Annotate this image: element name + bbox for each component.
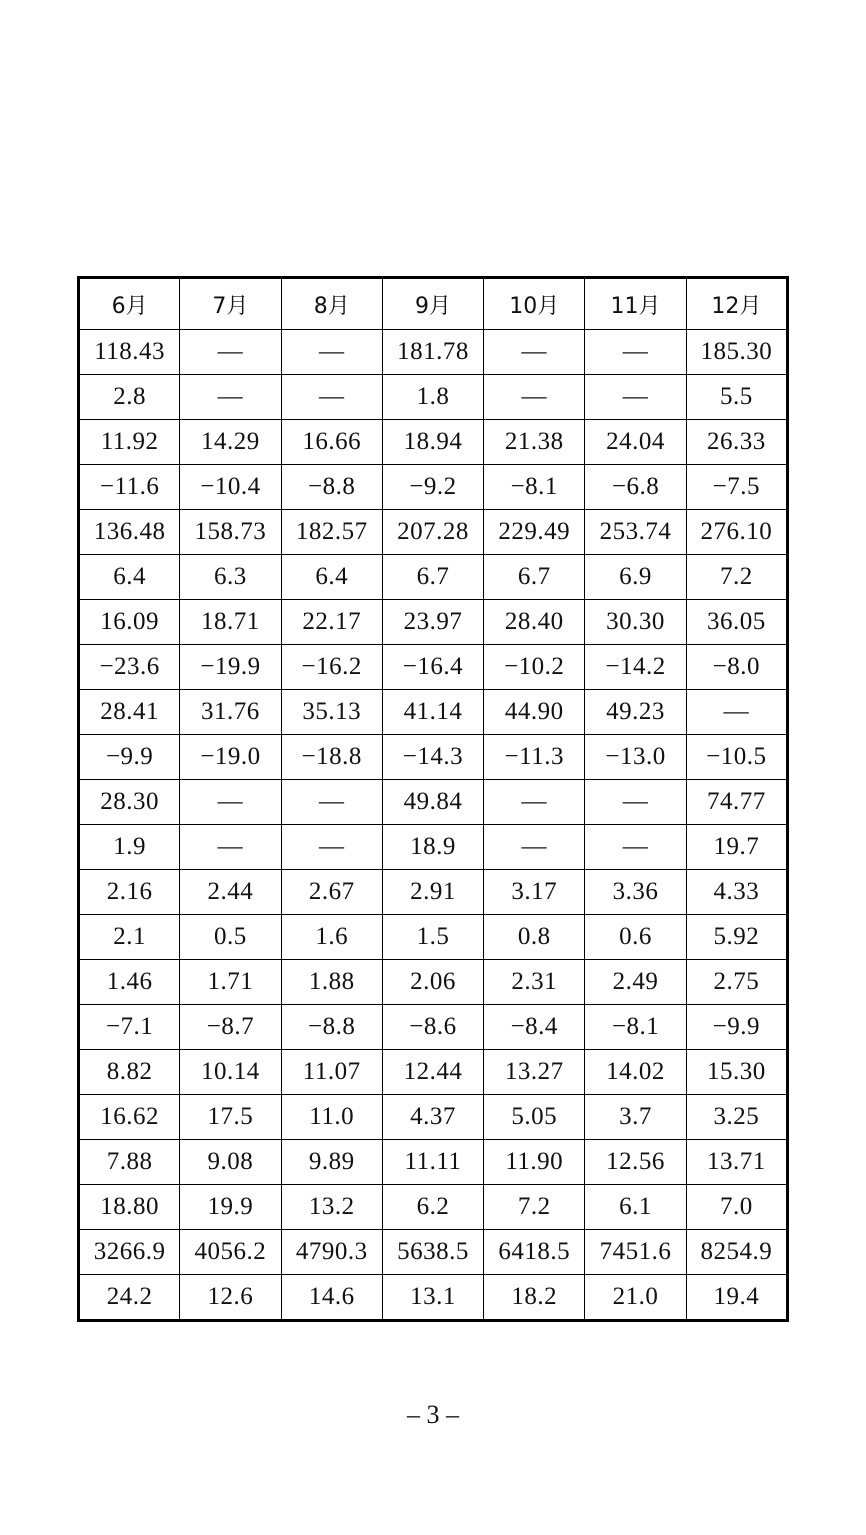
table-cell: −9.9 xyxy=(79,735,180,780)
table-cell: −10.5 xyxy=(686,735,787,780)
table-cell: −7.5 xyxy=(686,465,787,510)
table-row xyxy=(79,1140,788,1185)
monthly-data-table xyxy=(77,276,789,1322)
table-cell: 0.8 xyxy=(484,915,585,960)
table-cell: 16.62 xyxy=(79,1095,180,1140)
table-cell: −16.4 xyxy=(382,645,483,690)
table-cell: −8.6 xyxy=(382,1005,483,1050)
table-cell: 5.92 xyxy=(686,915,787,960)
table-cell: −8.7 xyxy=(180,1005,281,1050)
table-cell: 26.33 xyxy=(686,420,787,465)
table-cell: 2.75 xyxy=(686,960,787,1005)
table-row xyxy=(79,600,788,645)
table-cell: — xyxy=(180,780,281,825)
table-cell: −8.1 xyxy=(484,465,585,510)
table-cell: 6.4 xyxy=(79,555,180,600)
table-cell: — xyxy=(484,375,585,420)
table-cell: 41.14 xyxy=(382,690,483,735)
table-cell: 28.30 xyxy=(79,780,180,825)
table-cell: 13.1 xyxy=(382,1275,483,1321)
table-cell: 6.7 xyxy=(484,555,585,600)
table-cell: 19.7 xyxy=(686,825,787,870)
column-header: 7月 xyxy=(180,278,281,330)
table-cell: 13.2 xyxy=(281,1185,382,1230)
table-cell: 1.46 xyxy=(79,960,180,1005)
table-cell: −11.6 xyxy=(79,465,180,510)
table-row xyxy=(79,510,788,555)
table-cell: −8.0 xyxy=(686,645,787,690)
table-cell: — xyxy=(686,690,787,735)
table-cell: 3.7 xyxy=(585,1095,686,1140)
table-cell: 4056.2 xyxy=(180,1230,281,1275)
table-cell: 18.71 xyxy=(180,600,281,645)
table-cell: 14.29 xyxy=(180,420,281,465)
table-row xyxy=(79,735,788,780)
table-cell: 2.31 xyxy=(484,960,585,1005)
table-cell: 11.0 xyxy=(281,1095,382,1140)
table-cell: 36.05 xyxy=(686,600,787,645)
table-cell: 136.48 xyxy=(79,510,180,555)
table-cell: 6.3 xyxy=(180,555,281,600)
table-cell: 15.30 xyxy=(686,1050,787,1095)
table-cell: −7.1 xyxy=(79,1005,180,1050)
column-header: 11月 xyxy=(585,278,686,330)
table-cell: 10.14 xyxy=(180,1050,281,1095)
table-cell: 3.36 xyxy=(585,870,686,915)
table-cell: 14.02 xyxy=(585,1050,686,1095)
table-cell: 9.08 xyxy=(180,1140,281,1185)
table-cell: 74.77 xyxy=(686,780,787,825)
table-cell: 6.7 xyxy=(382,555,483,600)
table-cell: 9.89 xyxy=(281,1140,382,1185)
table-row xyxy=(79,555,788,600)
table-cell: 11.07 xyxy=(281,1050,382,1095)
table-cell: 12.56 xyxy=(585,1140,686,1185)
table-cell: 5638.5 xyxy=(382,1230,483,1275)
table-cell: 13.27 xyxy=(484,1050,585,1095)
column-header: 8月 xyxy=(281,278,382,330)
table-cell: 11.92 xyxy=(79,420,180,465)
table-cell: 19.4 xyxy=(686,1275,787,1321)
table-cell: — xyxy=(484,780,585,825)
column-header: 12月 xyxy=(686,278,787,330)
table-header-row xyxy=(79,278,788,330)
table-cell: 185.30 xyxy=(686,330,787,375)
table-cell: — xyxy=(281,780,382,825)
table-cell: 4.33 xyxy=(686,870,787,915)
table-cell: 4790.3 xyxy=(281,1230,382,1275)
table-cell: −10.2 xyxy=(484,645,585,690)
table-row xyxy=(79,825,788,870)
table-cell: 1.71 xyxy=(180,960,281,1005)
table-cell: 158.73 xyxy=(180,510,281,555)
table-cell: 2.49 xyxy=(585,960,686,1005)
table-cell: 2.44 xyxy=(180,870,281,915)
table-cell: 16.66 xyxy=(281,420,382,465)
table-cell: −8.4 xyxy=(484,1005,585,1050)
table-row xyxy=(79,1230,788,1275)
table-cell: 49.23 xyxy=(585,690,686,735)
table-cell: 7451.6 xyxy=(585,1230,686,1275)
table-cell: 19.9 xyxy=(180,1185,281,1230)
table-row xyxy=(79,870,788,915)
table-cell: −23.6 xyxy=(79,645,180,690)
table-cell: 28.40 xyxy=(484,600,585,645)
table-body xyxy=(79,330,788,1321)
table-cell: 1.5 xyxy=(382,915,483,960)
table-cell: — xyxy=(180,330,281,375)
table-row xyxy=(79,915,788,960)
table-cell: −8.8 xyxy=(281,1005,382,1050)
table-cell: — xyxy=(585,330,686,375)
table-cell: 24.2 xyxy=(79,1275,180,1321)
table-cell: −14.2 xyxy=(585,645,686,690)
table-cell: −11.3 xyxy=(484,735,585,780)
table-cell: 118.43 xyxy=(79,330,180,375)
table-cell: 12.44 xyxy=(382,1050,483,1095)
table-cell: 2.06 xyxy=(382,960,483,1005)
table-cell: 44.90 xyxy=(484,690,585,735)
table-cell: 1.6 xyxy=(281,915,382,960)
table-cell: 7.88 xyxy=(79,1140,180,1185)
table-cell: −14.3 xyxy=(382,735,483,780)
table-row xyxy=(79,420,788,465)
table-cell: 13.71 xyxy=(686,1140,787,1185)
table-cell: −10.4 xyxy=(180,465,281,510)
table-row xyxy=(79,1275,788,1321)
table-cell: 2.1 xyxy=(79,915,180,960)
table-cell: 3.17 xyxy=(484,870,585,915)
table-row xyxy=(79,780,788,825)
table-row xyxy=(79,1095,788,1140)
table-cell: 49.84 xyxy=(382,780,483,825)
table-cell: 11.11 xyxy=(382,1140,483,1185)
table-cell: 14.6 xyxy=(281,1275,382,1321)
table-row xyxy=(79,375,788,420)
table-cell: 16.09 xyxy=(79,600,180,645)
table-cell: 182.57 xyxy=(281,510,382,555)
table-cell: 28.41 xyxy=(79,690,180,735)
table-cell: 7.0 xyxy=(686,1185,787,1230)
table-cell: 0.5 xyxy=(180,915,281,960)
table-cell: 1.9 xyxy=(79,825,180,870)
table-cell: 2.67 xyxy=(281,870,382,915)
table-cell: 18.80 xyxy=(79,1185,180,1230)
table-cell: 31.76 xyxy=(180,690,281,735)
table-cell: 7.2 xyxy=(484,1185,585,1230)
table-cell: 6.9 xyxy=(585,555,686,600)
table-cell: — xyxy=(585,825,686,870)
table-cell: 4.37 xyxy=(382,1095,483,1140)
table-row xyxy=(79,1050,788,1095)
table-cell: 3.25 xyxy=(686,1095,787,1140)
table-cell: −8.1 xyxy=(585,1005,686,1050)
table-cell: — xyxy=(281,825,382,870)
table-cell: — xyxy=(585,375,686,420)
table-cell: 181.78 xyxy=(382,330,483,375)
table-row xyxy=(79,1005,788,1050)
table-cell: 21.0 xyxy=(585,1275,686,1321)
table-cell: 1.8 xyxy=(382,375,483,420)
table-cell: 207.28 xyxy=(382,510,483,555)
table-cell: 5.05 xyxy=(484,1095,585,1140)
table-cell: −19.9 xyxy=(180,645,281,690)
table-cell: — xyxy=(484,330,585,375)
table-row xyxy=(79,1185,788,1230)
table-cell: 35.13 xyxy=(281,690,382,735)
table-cell: 229.49 xyxy=(484,510,585,555)
column-header: 9月 xyxy=(382,278,483,330)
table-cell: 18.9 xyxy=(382,825,483,870)
table-cell: — xyxy=(281,330,382,375)
table-cell: 2.16 xyxy=(79,870,180,915)
table-cell: 21.38 xyxy=(484,420,585,465)
table-cell: 6.1 xyxy=(585,1185,686,1230)
table-cell: −19.0 xyxy=(180,735,281,780)
table-row xyxy=(79,330,788,375)
table-cell: 2.8 xyxy=(79,375,180,420)
table-cell: 23.97 xyxy=(382,600,483,645)
table-row xyxy=(79,645,788,690)
table-cell: 12.6 xyxy=(180,1275,281,1321)
table-row xyxy=(79,690,788,735)
table-cell: −9.9 xyxy=(686,1005,787,1050)
table-cell: — xyxy=(281,375,382,420)
table-cell: −8.8 xyxy=(281,465,382,510)
table-cell: −9.2 xyxy=(382,465,483,510)
table-cell: −18.8 xyxy=(281,735,382,780)
table-cell: — xyxy=(484,825,585,870)
table-cell: −16.2 xyxy=(281,645,382,690)
table-cell: 2.91 xyxy=(382,870,483,915)
column-header: 6月 xyxy=(79,278,180,330)
table-cell: — xyxy=(180,825,281,870)
table-cell: 276.10 xyxy=(686,510,787,555)
table-cell: 3266.9 xyxy=(79,1230,180,1275)
page-number: – 3 – xyxy=(407,1400,459,1429)
table-cell: — xyxy=(180,375,281,420)
table-cell: 253.74 xyxy=(585,510,686,555)
table-row xyxy=(79,465,788,510)
table-cell: 17.5 xyxy=(180,1095,281,1140)
table-row xyxy=(79,960,788,1005)
table-cell: — xyxy=(585,780,686,825)
table-cell: 18.94 xyxy=(382,420,483,465)
table-cell: −13.0 xyxy=(585,735,686,780)
table-cell: 1.88 xyxy=(281,960,382,1005)
table-cell: 11.90 xyxy=(484,1140,585,1185)
table-cell: 7.2 xyxy=(686,555,787,600)
table-cell: 18.2 xyxy=(484,1275,585,1321)
table-cell: 30.30 xyxy=(585,600,686,645)
column-header: 10月 xyxy=(484,278,585,330)
table-cell: 22.17 xyxy=(281,600,382,645)
table-cell: 24.04 xyxy=(585,420,686,465)
table-cell: −6.8 xyxy=(585,465,686,510)
table-cell: 5.5 xyxy=(686,375,787,420)
table-cell: 6.4 xyxy=(281,555,382,600)
table-cell: 8.82 xyxy=(79,1050,180,1095)
table-cell: 8254.9 xyxy=(686,1230,787,1275)
table-cell: 6.2 xyxy=(382,1185,483,1230)
table-cell: 0.6 xyxy=(585,915,686,960)
table-cell: 6418.5 xyxy=(484,1230,585,1275)
